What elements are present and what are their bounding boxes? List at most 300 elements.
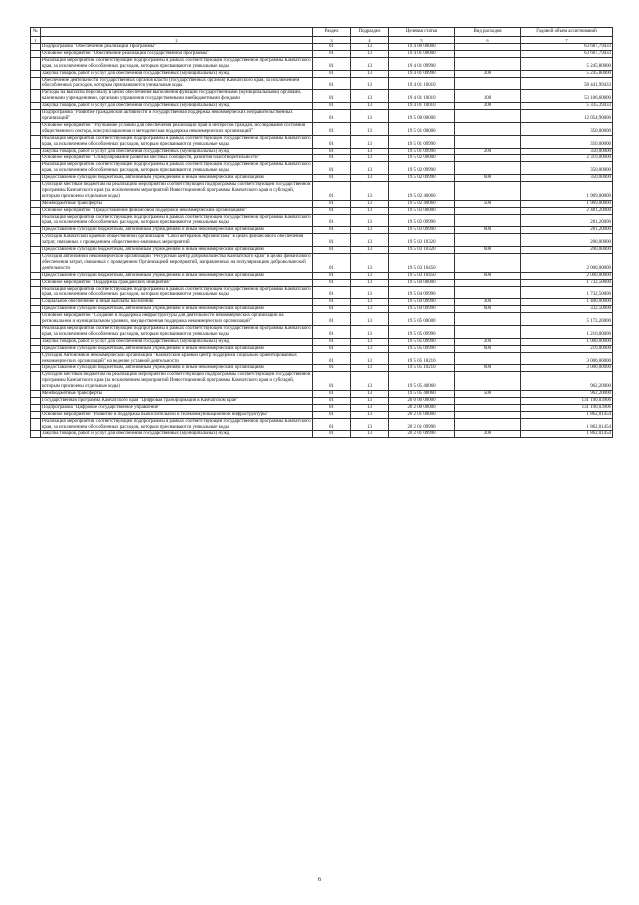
row-razdel-cell: 01 [313,50,351,57]
row-expense-type-cell: 200 [455,148,521,155]
row-podrazdel-cell: 13 [351,254,389,273]
row-name-cell: Основное мероприятие "Создание и поддержка инфраструктуры для деятельности некоммерческих организаций на региональном и муниципальном уровнях, имущественная поддержка некоммерческих организаций" [41,313,313,326]
row-podrazdel-cell: 13 [351,299,389,306]
row-razdel-cell: 01 [313,247,351,254]
row-amount-cell: 5 245,80000 [521,70,613,77]
row-razdel-cell: 01 [313,299,351,306]
row-razdel-cell: 01 [313,272,351,279]
table-row [31,431,613,438]
row-number-cell [31,227,41,234]
row-expense-type-cell: 100 [455,90,521,103]
table-header-row [31,28,613,37]
row-number-cell [31,345,41,352]
table-row [31,306,613,313]
row-podrazdel-cell: 13 [351,70,389,77]
row-expense-type-cell: 600 [455,227,521,234]
row-name-cell: Социальное обеспечение и иные выплаты населению [41,299,313,306]
row-amount-cell: 1 732,50000 [521,279,613,286]
col-number-5: 5 [389,37,455,44]
row-name-cell: Реализация мероприятий соответствующей подпрограммы в рамках соответствующей государственной программы Камчатского края, за исключением обособленных расходов, которым присваиваются уникальные коды [42,135,311,147]
row-target-article-cell: 19 5 01 09990 [389,135,455,148]
table-row [31,411,613,418]
row-podrazdel-cell: 13 [351,135,389,148]
row-podrazdel-cell: 13 [351,325,389,338]
row-name-cell: Субсидия автономной некоммерческой организации "Ресурсный центр добровольчества Камчатского края" в целях финансового обеспечения затрат, связанных с проведением Организацией мероприятий, направленных на популяризацию добровольческой деятельности [42,254,311,271]
row-name-cell: Закупка товаров, работ и услуг для обеспечения государственных (муниципальных) нужд [41,103,313,110]
row-target-article-cell: 19 4 01 10010 [389,77,455,90]
table-row [31,365,613,372]
row-amount-cell: 1 862,01454 [521,431,613,438]
row-target-article-cell: 20 2 01 09990 [389,431,455,438]
row-podrazdel-cell: 13 [351,175,389,182]
row-podrazdel-cell: 13 [351,286,389,299]
row-name-cell: Основное мероприятие "Стимулирование развития местных сообществ, развития благотворительности" [41,155,313,162]
row-target-article-cell: 19 4 01 10010 [389,103,455,110]
row-razdel-cell: 01 [313,254,351,273]
row-podrazdel-cell: 13 [351,207,389,214]
row-podrazdel-cell: 13 [351,110,389,123]
row-target-article-cell: 19 5 05 00000 [389,313,455,326]
row-name-cell: Реализация мероприятий соответствующей подпрограммы в рамках соответствующей государственной программы Камчатского края, за исключением обособленных расходов, которым присваиваются уникальные коды [42,325,311,337]
row-razdel-cell: 01 [313,372,351,391]
table-row [31,103,613,110]
row-name-cell: Подпрограмма "Цифровое государственное управление" [41,404,313,411]
table-row [31,352,613,365]
col-number-6: 6 [455,37,521,44]
table-row [31,254,613,273]
row-expense-type-cell [455,207,521,214]
row-amount-cell: 1 400,00000 [521,299,613,306]
row-name-cell: Реализация мероприятий соответствующей подпрограммы в рамках соответствующей государственной программы Камчатского края, за исключением обособленных расходов, которым присваиваются уникальные коды [42,214,311,226]
row-number-cell [31,391,41,398]
row-number-cell [31,77,41,90]
row-amount-cell: 281,20000 [521,214,613,227]
row-name-cell: Предоставление субсидий бюджетным, автономным учреждениям и иным некоммерческим организациям [41,247,313,254]
row-podrazdel-cell: 13 [351,90,389,103]
table-row [31,148,613,155]
row-expense-type-cell [455,234,521,247]
table-row [31,77,613,90]
row-razdel-cell: 01 [313,306,351,313]
row-name-cell: Основное мероприятие "Улучшение условий для обеспечения реализации прав и интересов граждан, исследование состояния общественного сектора, консультационная и методическая поддержка некоммерческих организаций" [41,122,313,135]
row-podrazdel-cell: 13 [351,122,389,135]
row-name-cell: Подпрограмма "Обеспечение реализации Программы" [41,44,313,51]
row-number-cell [31,162,41,175]
row-name-cell: Основное мероприятие "Поддержка гражданских инициатив" [41,279,313,286]
row-razdel-cell: 01 [313,44,351,51]
row-podrazdel-cell: 13 [351,162,389,175]
row-target-article-cell: 19 5 03 09990 [389,227,455,234]
row-razdel-cell: 01 [313,325,351,338]
row-podrazdel-cell: 13 [351,411,389,418]
row-razdel-cell: 01 [313,418,351,431]
header-annual-amount: Годовой объем ассигнований [521,28,613,37]
row-razdel-cell: 01 [313,182,351,201]
row-expense-type-cell [455,418,521,431]
row-target-article-cell: 19 5 05 09990 [389,338,455,345]
row-podrazdel-cell: 13 [351,418,389,431]
row-expense-type-cell [455,214,521,227]
row-name-cell: Подпрограмма "Развитие гражданской активности и государственная поддержка некоммерческих неправительственных организаций" [41,110,313,123]
row-name-cell: Закупка товаров, работ и услуг для обеспечения государственных (муниципальных) нужд [41,431,313,438]
row-amount-cell: 1 862,01454 [521,411,613,418]
row-target-article-cell: 20 2 01 09990 [389,418,455,431]
row-amount-cell: 63 687,79433 [521,50,613,57]
row-expense-type-cell: 200 [455,103,521,110]
row-name-cell: Субсидии местным бюджетам на реализацию мероприятий соответствующей подпрограммы соответствующей государственной программы Камчатского края (за исключением мероприятий Инвестиционной программы Камчатского края и субсидий, которым присвоены отдельные коды) [41,372,313,391]
row-target-article-cell: 19 5 04 09990 [389,306,455,313]
row-expense-type-cell: 300 [455,299,521,306]
col-number-7: 7 [521,37,613,44]
row-podrazdel-cell: 13 [351,352,389,365]
table-row [31,397,613,404]
table-row [31,57,613,70]
row-target-article-cell: 19 5 03 00000 [389,207,455,214]
row-amount-cell: 1 732,50000 [521,286,613,299]
row-expense-type-cell [455,313,521,326]
row-number-cell [31,155,41,162]
header-name [41,28,313,37]
row-number-cell [31,122,41,135]
row-amount-cell: 281,20000 [521,227,613,234]
row-amount-cell: 1 862,01454 [521,418,613,431]
row-razdel-cell: 01 [313,103,351,110]
row-amount-cell: 5 335,39433 [521,103,613,110]
row-name-cell: Закупка товаров, работ и услуг для обеспечения государственных (муниципальных) нужд [41,148,313,155]
row-expense-type-cell [455,352,521,365]
row-amount-cell: 350,00000 [521,122,613,135]
row-podrazdel-cell: 13 [351,338,389,345]
row-podrazdel-cell: 13 [351,77,389,90]
row-podrazdel-cell: 13 [351,345,389,352]
row-target-article-cell: 19 5 05 09990 [389,345,455,352]
table-row [31,286,613,299]
table-row [31,279,613,286]
row-expense-type-cell [455,372,521,391]
row-target-article-cell: 19 4 01 09990 [389,70,455,77]
row-number-cell [31,418,41,431]
row-amount-cell: 2 481,20000 [521,207,613,214]
row-amount-cell: 131 190,03906 [521,397,613,404]
row-target-article-cell: 19 5 02 00000 [389,155,455,162]
row-razdel-cell: 01 [313,148,351,155]
table-row [31,272,613,279]
row-name-cell: Предоставление субсидий бюджетным, автономным учреждениям и иным некоммерческим организациям [41,175,313,182]
row-name-cell: Субсидия Автономной некоммерческой организации "Камчатский краевой центр поддержки социально ориентированных некоммерческих организаций" на ведение уставной деятельности [41,352,313,365]
row-target-article-cell: 19 4 00 00000 [389,44,455,51]
row-razdel-cell: 01 [313,200,351,207]
row-name-cell: Закупка товаров, работ и услуг для обеспечения государственных (муниципальных) нужд [41,338,313,345]
row-name-cell: Предоставление субсидий бюджетным, автономным учреждениям и иным некоммерческим организациям [41,306,313,313]
table-row [31,299,613,306]
row-target-article-cell: 19 5 04 09990 [389,299,455,306]
row-razdel-cell: 01 [313,122,351,135]
row-amount-cell: 3 000,00000 [521,352,613,365]
row-number-cell [31,352,41,365]
row-razdel-cell: 01 [313,70,351,77]
row-amount-cell: 350,00000 [521,175,613,182]
row-podrazdel-cell: 13 [351,103,389,110]
row-razdel-cell: 01 [313,214,351,227]
row-expense-type-cell [455,397,521,404]
table-row [31,372,613,391]
row-podrazdel-cell: 13 [351,247,389,254]
row-target-article-cell: 19 5 03 10450 [389,272,455,279]
row-razdel-cell: 01 [313,345,351,352]
row-number-cell [31,254,41,273]
row-target-article-cell: 19 5 05 10210 [389,365,455,372]
row-expense-type-cell [455,404,521,411]
row-target-article-cell: 19 5 02 40060 [389,182,455,201]
row-number-cell [31,148,41,155]
row-expense-type-cell [455,162,521,175]
row-razdel-cell: 01 [313,227,351,234]
row-target-article-cell: 19 5 05 09990 [389,325,455,338]
row-target-article-cell: 19 5 03 10450 [389,254,455,273]
row-target-article-cell: 19 5 04 09990 [389,286,455,299]
row-podrazdel-cell: 13 [351,391,389,398]
row-razdel-cell: 01 [313,110,351,123]
row-amount-cell: 5 172,20000 [521,313,613,326]
table-row [31,247,613,254]
table-row [31,214,613,227]
row-number-cell [31,272,41,279]
row-target-article-cell: 20 0 00 00000 [389,397,455,404]
row-number-cell [31,279,41,286]
row-podrazdel-cell: 13 [351,372,389,391]
header-number: № [31,28,41,37]
column-number-row [31,37,613,44]
table-row [31,90,613,103]
row-expense-type-cell: 600 [455,247,521,254]
row-target-article-cell: 19 5 00 00000 [389,110,455,123]
row-target-article-cell: 20 2 01 00000 [389,411,455,418]
table-row [31,391,613,398]
row-razdel-cell: 01 [313,404,351,411]
row-number-cell [31,306,41,313]
row-name-cell: Межбюджетные трансферты [41,200,313,207]
header-podrazdel: Подраздел [351,28,389,37]
header-expense-type: Вид расходов [455,28,521,37]
table-row [31,175,613,182]
col-number-3: 3 [313,37,351,44]
row-name-cell: Основное мероприятие "Развитие и поддержка вычислительной и телекоммуникационной инфраструктуры" [41,411,313,418]
row-podrazdel-cell: 13 [351,234,389,247]
row-target-article-cell: 19 5 02 09990 [389,162,455,175]
row-target-article-cell: 19 5 03 10320 [389,247,455,254]
row-expense-type-cell: 600 [455,365,521,372]
row-name-cell: Реализация мероприятий соответствующей подпрограммы в рамках соответствующей государственной программы Камчатского края, за исключением обособленных расходов, которым присваиваются уникальные коды [42,418,311,430]
row-razdel-cell: 01 [313,391,351,398]
row-amount-cell: 2 000,00000 [521,272,613,279]
row-target-article-cell: 19 5 03 09990 [389,214,455,227]
row-name-cell: Основное мероприятие "Предоставление финансовой поддержки некоммерческим организациям" [41,207,313,214]
row-amount-cell: 12 054,90000 [521,110,613,123]
row-number-cell [31,372,41,391]
table-row [31,162,613,175]
row-amount-cell: 3 000,00000 [521,365,613,372]
row-amount-cell: 200,00000 [521,234,613,247]
table-row [31,345,613,352]
row-razdel-cell: 01 [313,365,351,372]
row-razdel-cell: 01 [313,57,351,70]
row-razdel-cell: 01 [313,313,351,326]
row-podrazdel-cell: 13 [351,404,389,411]
row-target-article-cell: 19 5 02 40060 [389,200,455,207]
row-razdel-cell: 01 [313,90,351,103]
row-number-cell [31,110,41,123]
row-amount-cell: 210,00000 [521,345,613,352]
row-number-cell [31,397,41,404]
row-number-cell [31,286,41,299]
row-podrazdel-cell: 13 [351,182,389,201]
row-expense-type-cell [455,50,521,57]
row-number-cell [31,411,41,418]
row-number-cell [31,103,41,110]
row-expense-type-cell [455,411,521,418]
row-name-cell: Предоставление субсидий бюджетным, автономным учреждениям и иным некоммерческим организациям [41,345,313,352]
row-expense-type-cell: 600 [455,306,521,313]
row-number-cell [31,365,41,372]
row-amount-cell: 1 969,00000 [521,200,613,207]
row-number-cell [31,90,41,103]
row-number-cell [31,57,41,70]
row-target-article-cell: 19 5 01 00000 [389,122,455,135]
row-razdel-cell: 01 [313,234,351,247]
row-number-cell [31,182,41,201]
row-amount-cell: 63 687,79433 [521,44,613,51]
table-row [31,338,613,345]
row-name-cell: Обеспечение деятельности государственных органов власти (государственных органов) Камчатского края, за исключением обособленных расходов, которым присваиваются уникальные коды [41,77,313,90]
table-row [31,155,613,162]
col-number-4: 4 [351,37,389,44]
row-target-article-cell: 19 5 03 10320 [389,234,455,247]
row-razdel-cell: 01 [313,175,351,182]
row-expense-type-cell [455,122,521,135]
row-target-article-cell: 19 5 04 00000 [389,279,455,286]
row-number-cell [31,299,41,306]
row-razdel-cell: 01 [313,155,351,162]
row-podrazdel-cell: 13 [351,44,389,51]
row-expense-type-cell [455,135,521,148]
row-amount-cell: 962,20000 [521,391,613,398]
row-expense-type-cell [455,286,521,299]
row-amount-cell: 53 106,60000 [521,90,613,103]
row-amount-cell: 5 245,80000 [521,57,613,70]
row-podrazdel-cell: 13 [351,397,389,404]
budget-table [30,27,613,438]
row-name-cell: Предоставление субсидий бюджетным, автономным учреждениям и иным некоммерческим организациям [41,272,313,279]
row-expense-type-cell [455,279,521,286]
row-number-cell [31,135,41,148]
row-podrazdel-cell: 13 [351,313,389,326]
row-podrazdel-cell: 13 [351,57,389,70]
row-podrazdel-cell: 13 [351,50,389,57]
row-podrazdel-cell: 13 [351,155,389,162]
row-expense-type-cell: 200 [455,70,521,77]
row-name-cell: Государственная программа Камчатского края "Цифровая трансформация в Камчатском крае" [41,397,313,404]
row-number-cell [31,175,41,182]
row-name-cell: Реализация мероприятий соответствующей подпрограммы в рамках соответствующей государственной программы Камчатского края, за исключением обособленных расходов, которым присваиваются уникальные коды [42,162,311,174]
row-razdel-cell: 01 [313,411,351,418]
row-podrazdel-cell: 13 [351,227,389,234]
row-podrazdel-cell: 13 [351,214,389,227]
row-razdel-cell: 01 [313,286,351,299]
row-expense-type-cell [455,254,521,273]
row-name-cell: Субсидии местным бюджетам на реализацию мероприятий соответствующей подпрограммы соответствующей государственной программы Камчатского края (за исключением мероприятий Инвестиционной программы Камчатского края и субсидий, которым присвоены отдельные коды) [41,182,313,201]
row-amount-cell: 332,50000 [521,306,613,313]
table-row [31,200,613,207]
row-name-cell: Межбюджетные трансферты [41,391,313,398]
row-expense-type-cell [455,110,521,123]
row-name-cell: Реализация мероприятий соответствующей подпрограммы в рамках соответствующей государственной программы Камчатского края, за исключением обособленных расходов, которым присваиваются уникальные коды [42,286,311,298]
table-row [31,207,613,214]
row-target-article-cell: 19 5 01 09990 [389,148,455,155]
table-row [31,110,613,123]
row-name-cell: Закупка товаров, работ и услуг для обеспечения государственных (муниципальных) нужд [41,70,313,77]
row-expense-type-cell: 600 [455,272,521,279]
row-razdel-cell: 01 [313,431,351,438]
row-amount-cell: 1 210,00000 [521,325,613,338]
row-number-cell [31,214,41,227]
row-amount-cell: 350,00000 [521,135,613,148]
header-target-article: Целевая статья [389,28,455,37]
table-row [31,135,613,148]
row-name-cell: Расходы на выплаты персоналу в целях обеспечения выполнения функций государственными (муниципальными) органами, казенными учреждениями, органами управления государственными внебюджетными фондами [41,90,313,103]
row-razdel-cell: 01 [313,77,351,90]
row-target-article-cell: 19 4 01 10010 [389,90,455,103]
row-expense-type-cell: 200 [455,338,521,345]
row-amount-cell: 350,00000 [521,162,613,175]
row-target-article-cell: 19 5 05 40060 [389,391,455,398]
row-amount-cell: 2 000,00000 [521,254,613,273]
row-razdel-cell: 01 [313,352,351,365]
col-number-2: 2 [41,37,313,44]
row-number-cell [31,338,41,345]
row-expense-type-cell [455,57,521,70]
table-row [31,182,613,201]
row-target-article-cell: 19 4 01 09990 [389,57,455,70]
row-amount-cell: 1 969,00000 [521,182,613,201]
table-row [31,325,613,338]
row-amount-cell: 131 190,03906 [521,404,613,411]
table-row [31,122,613,135]
row-amount-cell: 58 441,99433 [521,77,613,90]
row-number-cell [31,247,41,254]
row-target-article-cell: 20 2 00 00000 [389,404,455,411]
row-amount-cell: 200,00000 [521,247,613,254]
row-amount-cell: 962,20000 [521,372,613,391]
row-target-article-cell: 19 5 05 10210 [389,352,455,365]
row-expense-type-cell [455,325,521,338]
row-podrazdel-cell: 13 [351,200,389,207]
row-razdel-cell: 01 [313,207,351,214]
table-row [31,44,613,51]
row-expense-type-cell: 200 [455,431,521,438]
row-number-cell [31,70,41,77]
budget-table-sheet [30,27,612,438]
row-razdel-cell: 01 [313,279,351,286]
header-razdel: Раздел [313,28,351,37]
row-target-article-cell: 19 4 01 00000 [389,50,455,57]
row-amount-cell: 350,00000 [521,148,613,155]
page-number: 6 [317,876,322,883]
table-row [31,227,613,234]
row-name-cell: Субсидия Камчатской краевой общественной организации "Союз ветеранов Афганистана" в целях финансового обеспечения затрат, связанных с проведением общественно-значимых мероприятий [41,234,313,247]
row-razdel-cell: 01 [313,397,351,404]
row-podrazdel-cell: 13 [351,148,389,155]
row-name-cell: Реализация мероприятий соответствующей подпрограммы в рамках соответствующей государственной программы Камчатского края, за исключением обособленных расходов, которым присваиваются уникальные коды [42,57,311,69]
